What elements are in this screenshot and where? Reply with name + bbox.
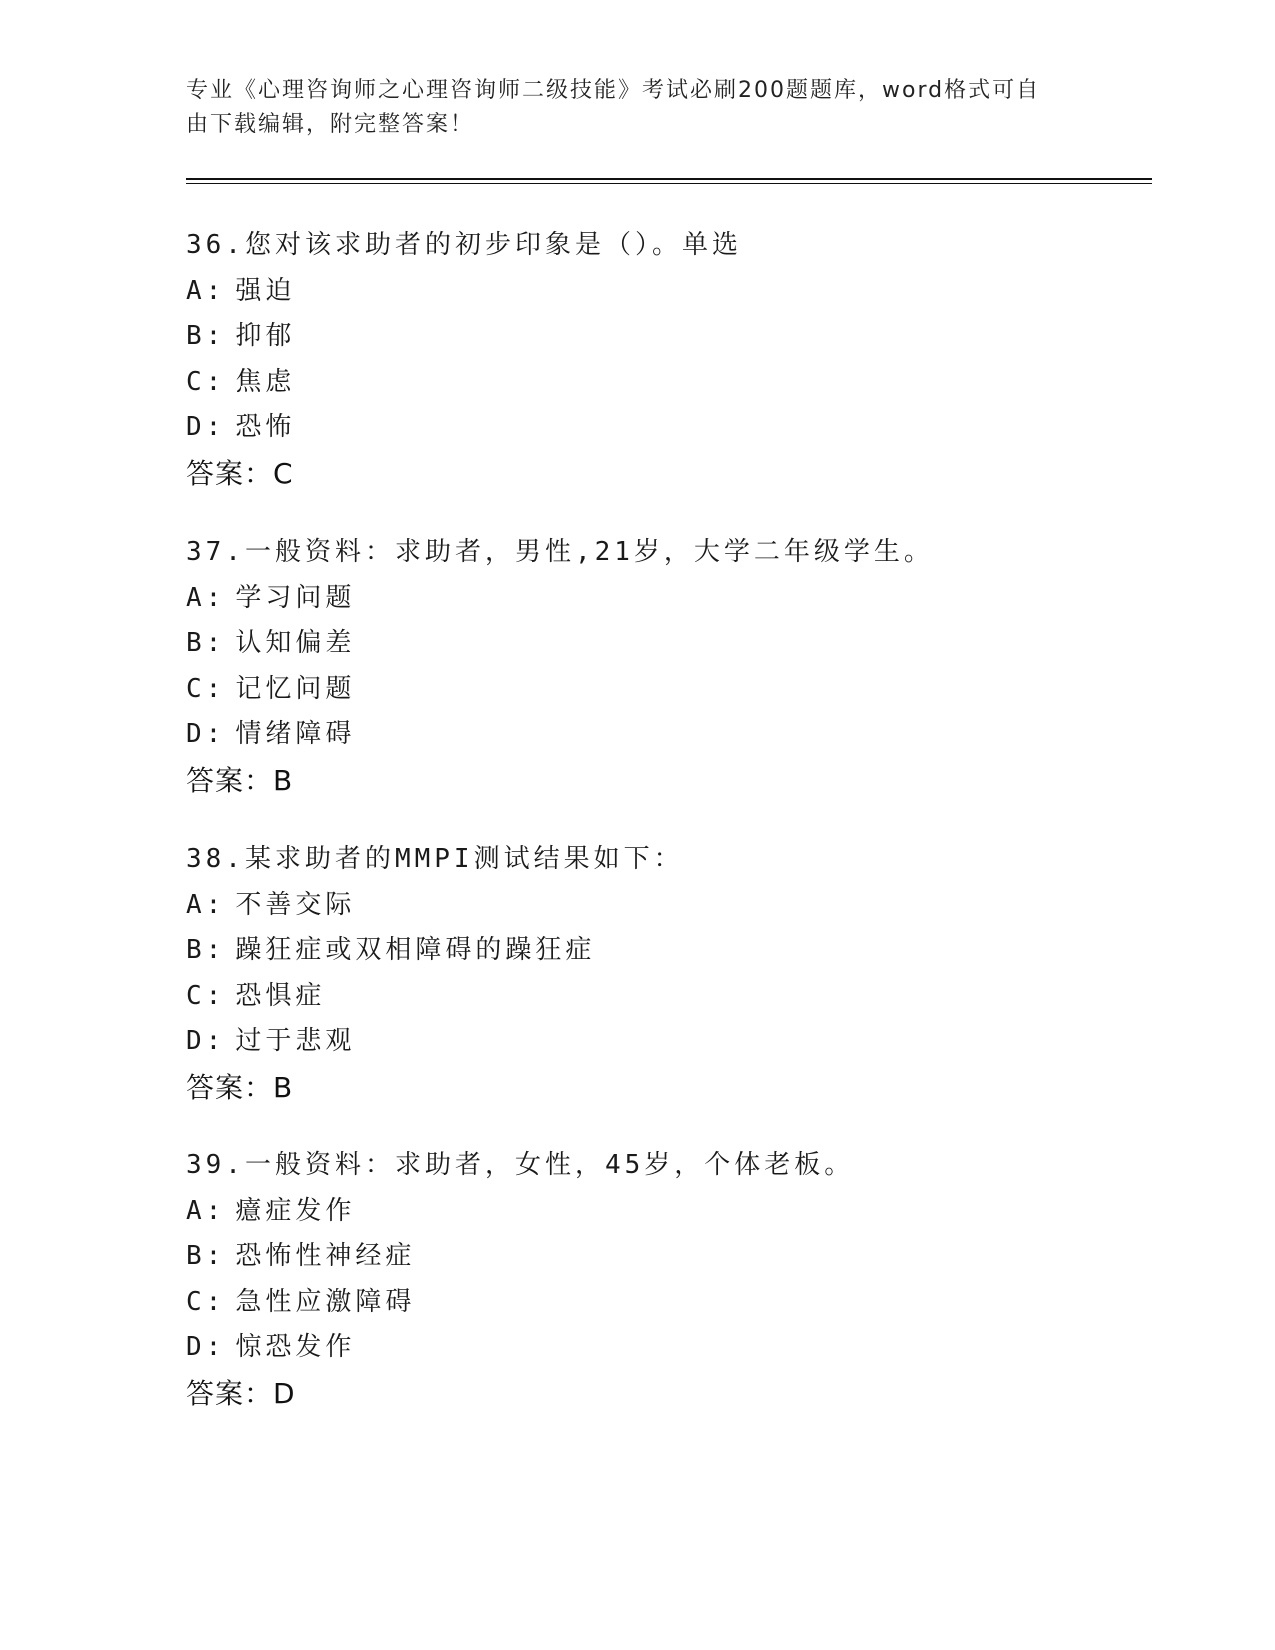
option-d	[186, 1019, 1186, 1065]
option-a	[186, 883, 1186, 929]
option-text: 不善交际	[235, 889, 356, 920]
header-divider-thin	[186, 183, 1152, 184]
option-text: 恐惧症	[235, 980, 326, 1011]
option-letter: C:	[186, 366, 226, 397]
option-letter: D:	[186, 1026, 226, 1056]
option-b	[186, 621, 1186, 667]
option-a	[186, 269, 1186, 315]
question-stem: 39.一般资料：求助者，女性，45岁，个体老板。	[186, 1150, 855, 1180]
answer-line: 答案：B	[186, 1070, 294, 1104]
option-b	[186, 1234, 1186, 1280]
option-text: 抑郁	[235, 321, 296, 351]
answer-line: 答案：B	[186, 763, 294, 797]
option-text: 记忆问题	[235, 673, 356, 704]
option-d	[186, 712, 1186, 758]
question-block	[186, 530, 1186, 803]
option-letter: A:	[186, 1195, 226, 1226]
document-header	[186, 74, 1066, 142]
question-stem: 37.一般资料：求助者，男性,21岁，大学二年级学生。	[186, 537, 934, 567]
option-letter: D:	[186, 719, 226, 749]
option-letter: D:	[186, 1332, 226, 1362]
option-a	[186, 1189, 1186, 1235]
option-c	[186, 974, 1186, 1020]
header-line-1: 专业《心理咨询师之心理咨询师二级技能》考试必刷200题题库，word格式可自	[186, 78, 1041, 103]
header-line-2: 由下载编辑，附完整答案！	[186, 112, 475, 137]
option-letter: D:	[186, 412, 226, 442]
option-letter: C:	[186, 1286, 226, 1317]
option-letter: A:	[186, 889, 226, 920]
answer-line: 答案：D	[186, 1376, 296, 1410]
option-text: 学习问题	[235, 582, 356, 613]
option-text: 癔症发作	[235, 1195, 356, 1226]
option-text: 恐怖	[235, 412, 296, 442]
option-letter: B:	[186, 1241, 226, 1271]
option-b	[186, 314, 1186, 360]
question-block	[186, 1143, 1186, 1416]
option-letter: A:	[186, 582, 226, 613]
option-text: 过于悲观	[235, 1026, 356, 1056]
option-text: 躁狂症或双相障碍的躁狂症	[235, 935, 596, 965]
option-c	[186, 1280, 1186, 1326]
option-letter: C:	[186, 673, 226, 704]
question-block	[186, 223, 1186, 496]
question-block	[186, 837, 1186, 1110]
answer-line: 答案：C	[186, 456, 294, 490]
option-text: 急性应激障碍	[235, 1286, 416, 1317]
option-text: 情绪障碍	[235, 719, 356, 749]
question-stem: 36.您对该求助者的初步印象是（）。单选	[186, 230, 742, 260]
header-divider	[186, 178, 1152, 180]
option-c	[186, 667, 1186, 713]
option-letter: B:	[186, 628, 226, 658]
option-d	[186, 405, 1186, 451]
option-text: 强迫	[235, 275, 296, 306]
option-letter: A:	[186, 275, 226, 306]
question-stem: 38.某求助者的MMPI测试结果如下：	[186, 844, 684, 874]
option-b	[186, 928, 1186, 974]
option-d	[186, 1325, 1186, 1371]
option-text: 焦虑	[235, 366, 296, 397]
option-letter: B:	[186, 935, 226, 965]
option-text: 恐怖性神经症	[235, 1241, 416, 1271]
option-a	[186, 576, 1186, 622]
option-text: 惊恐发作	[235, 1332, 356, 1362]
option-letter: B:	[186, 321, 226, 351]
option-text: 认知偏差	[235, 628, 356, 658]
option-c	[186, 360, 1186, 406]
option-letter: C:	[186, 980, 226, 1011]
